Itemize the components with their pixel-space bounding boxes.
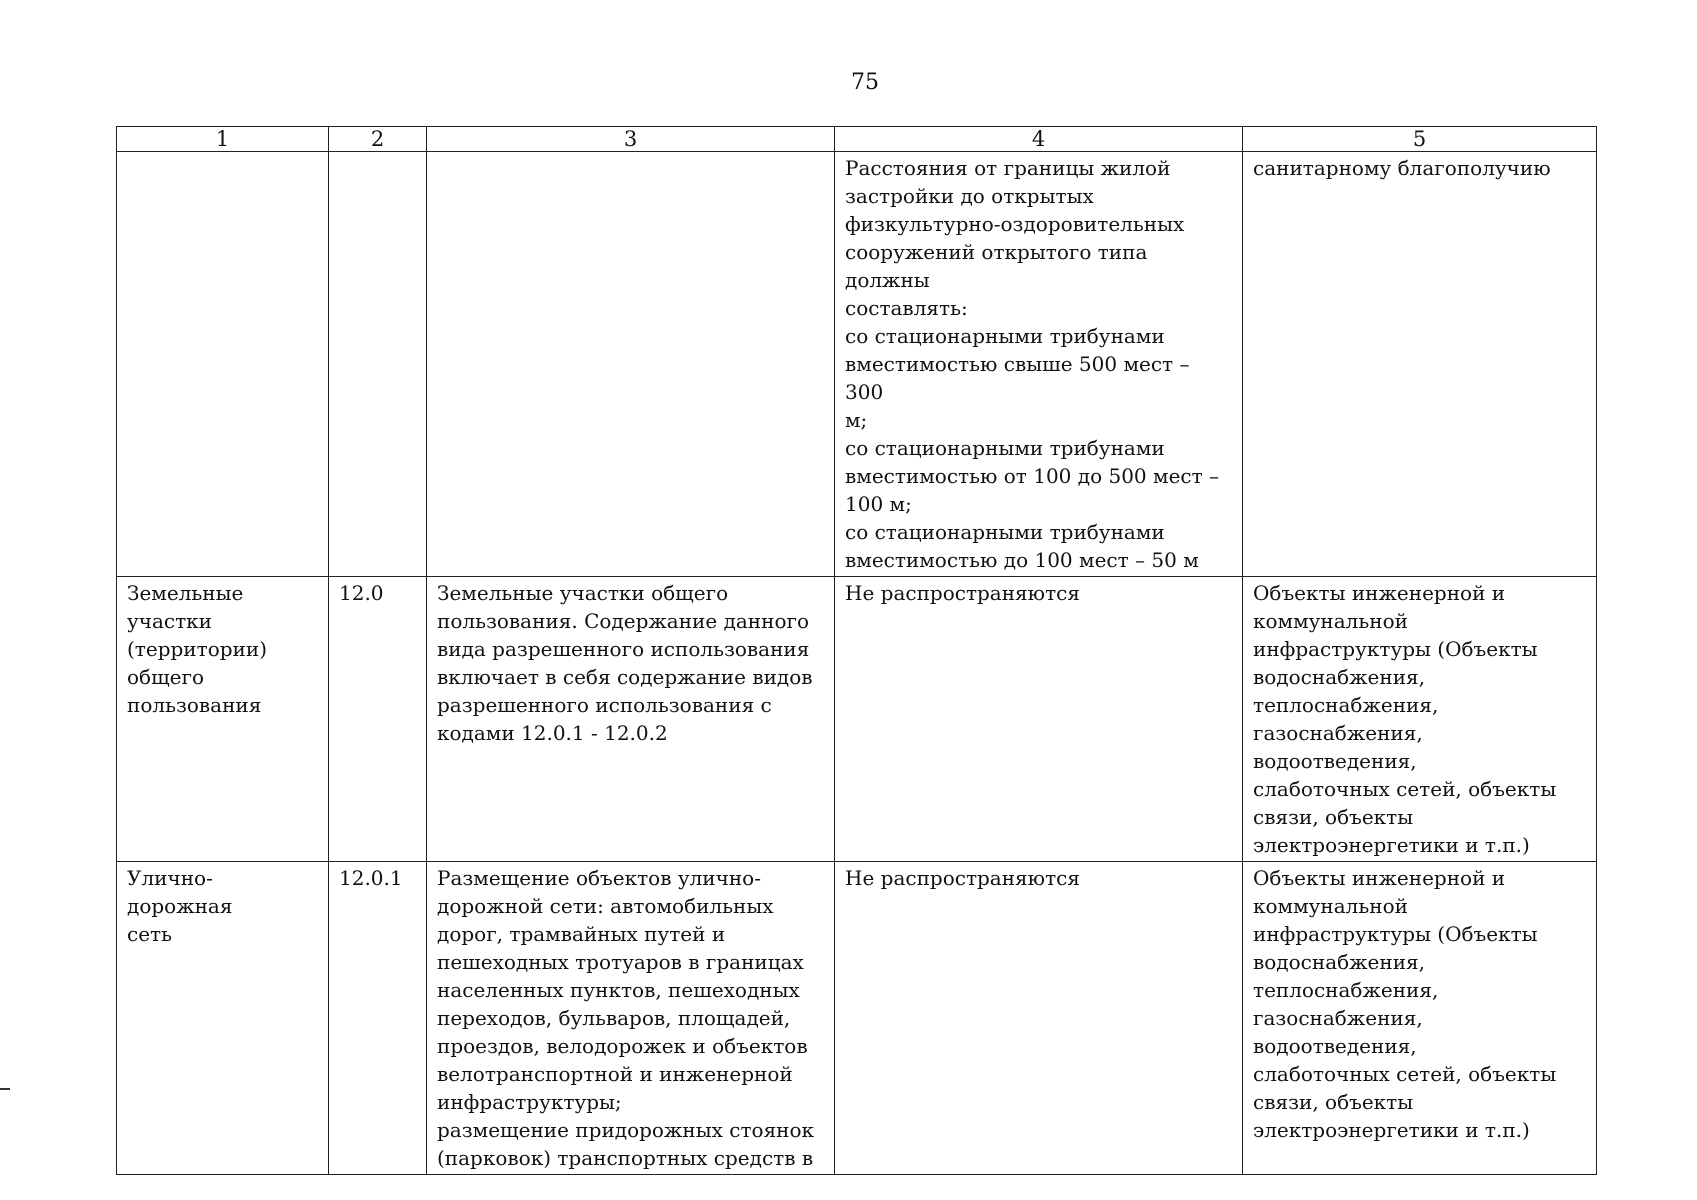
column-header-2: 2	[329, 127, 427, 152]
cell-text-line: со стационарными трибунами	[845, 324, 1165, 348]
cell-text-line: 12.0.1	[339, 866, 403, 890]
cell-text-line: велотранспортной и инженерной	[437, 1062, 793, 1086]
cell-text-line: Земельные	[127, 581, 244, 605]
table-row	[117, 862, 1597, 1175]
cell-text-line: размещение придорожных стоянок	[437, 1118, 815, 1142]
cell-text-line: населенных пунктов, пешеходных	[437, 978, 800, 1002]
cell-code	[329, 862, 427, 1175]
cell-text-line: включает в себя содержание видов	[437, 665, 813, 689]
cell-use-name	[117, 862, 329, 1175]
cell-text-line: со стационарными трибунами	[845, 520, 1165, 544]
cell-use-name	[117, 152, 329, 577]
cell-text-line: инфраструктуры (Объекты	[1253, 637, 1538, 661]
cell-text-line: пешеходных тротуаров в границах	[437, 950, 804, 974]
cell-text-line: теплоснабжения,	[1253, 978, 1439, 1002]
cell-restrictions	[835, 577, 1243, 862]
cell-text-line: дорожной сети: автомобильных	[437, 894, 774, 918]
table-row	[117, 577, 1597, 862]
cell-text-line: Объекты инженерной и	[1253, 866, 1506, 890]
cell-text-line: инфраструктуры;	[437, 1090, 622, 1114]
cell-text-line: 100 м;	[845, 492, 912, 516]
cell-text-line: Объекты инженерной и	[1253, 581, 1506, 605]
cell-text-line: коммунальной	[1253, 894, 1408, 918]
cell-auxiliary-uses	[1243, 577, 1597, 862]
cell-text-line: водоснабжения,	[1253, 950, 1426, 974]
cell-text-line: связи, объекты	[1253, 1090, 1414, 1114]
cell-text-line: общего	[127, 665, 205, 689]
cell-restrictions	[835, 152, 1243, 577]
cell-description	[427, 152, 835, 577]
cell-text-line: вида разрешенного использования	[437, 637, 810, 661]
cell-text-line: связи, объекты	[1253, 805, 1414, 829]
cell-text-line: Улично-дорожная	[127, 866, 233, 918]
cell-text-line: составлять:	[845, 296, 968, 320]
cell-code	[329, 577, 427, 862]
cell-text-line: Размещение объектов улично-	[437, 866, 761, 890]
cell-auxiliary-uses	[1243, 152, 1597, 577]
regulations-table	[116, 126, 1597, 1175]
column-header-1: 1	[117, 127, 329, 152]
cell-description	[427, 577, 835, 862]
cell-text-line: вместимостью свыше 500 мест – 300	[845, 352, 1196, 404]
cell-text-line: 12.0	[339, 581, 384, 605]
cell-text-line: дорог, трамвайных путей и	[437, 922, 726, 946]
table-header-row	[117, 127, 1597, 152]
cell-text-line: электроэнергетики и т.п.)	[1253, 1118, 1530, 1142]
page-number: 75	[851, 70, 879, 95]
cell-auxiliary-uses	[1243, 862, 1597, 1175]
cell-text-line: слаботочных сетей, объекты	[1253, 1062, 1557, 1086]
cell-text-line: пользования	[127, 693, 262, 717]
cell-use-name	[117, 577, 329, 862]
cell-text-line: водоснабжения,	[1253, 665, 1426, 689]
cell-text-line: вместимостью до 100 мест – 50 м	[845, 548, 1199, 572]
column-header-3: 3	[427, 127, 835, 152]
cell-text-line: кодами 12.0.1 - 12.0.2	[437, 721, 668, 745]
cell-text-line: коммунальной	[1253, 609, 1408, 633]
column-header-4: 4	[835, 127, 1243, 152]
cell-text-line: Не распространяются	[845, 581, 1080, 605]
cell-text-line: вместимостью от 100 до 500 мест –	[845, 464, 1220, 488]
cell-text-line: Не распространяются	[845, 866, 1080, 890]
margin-mark	[0, 1088, 10, 1090]
cell-text-line: м;	[845, 408, 868, 432]
cell-text-line: со стационарными трибунами	[845, 436, 1165, 460]
cell-text-line: газоснабжения, водоотведения,	[1253, 721, 1430, 773]
cell-text-line: застройки до открытых	[845, 184, 1094, 208]
cell-text-line: сооружений открытого типа должны	[845, 240, 1154, 292]
cell-text-line: разрешенного использования с	[437, 693, 772, 717]
table-row	[117, 152, 1597, 577]
cell-text-line: физкультурно-оздоровительных	[845, 212, 1185, 236]
cell-text-line: пользования. Содержание данного	[437, 609, 810, 633]
cell-text-line: газоснабжения, водоотведения,	[1253, 1006, 1430, 1058]
cell-text-line: Земельные участки общего	[437, 581, 729, 605]
cell-text-line: слаботочных сетей, объекты	[1253, 777, 1557, 801]
cell-text-line: теплоснабжения,	[1253, 693, 1439, 717]
cell-text-line: проездов, велодорожек и объектов	[437, 1034, 808, 1058]
cell-text-line: участки	[127, 609, 213, 633]
cell-text-line: (территории)	[127, 637, 268, 661]
cell-text-line: (парковок) транспортных средств в	[437, 1146, 814, 1170]
cell-text-line: переходов, бульваров, площадей,	[437, 1006, 791, 1030]
column-header-5: 5	[1243, 127, 1597, 152]
cell-restrictions	[835, 862, 1243, 1175]
cell-text-line: электроэнергетики и т.п.)	[1253, 833, 1530, 857]
cell-text-line: сеть	[127, 922, 172, 946]
cell-text-line: инфраструктуры (Объекты	[1253, 922, 1538, 946]
cell-code	[329, 152, 427, 577]
cell-description	[427, 862, 835, 1175]
cell-text-line: Расстояния от границы жилой	[845, 156, 1171, 180]
cell-text-line: санитарному благополучию	[1253, 156, 1551, 180]
